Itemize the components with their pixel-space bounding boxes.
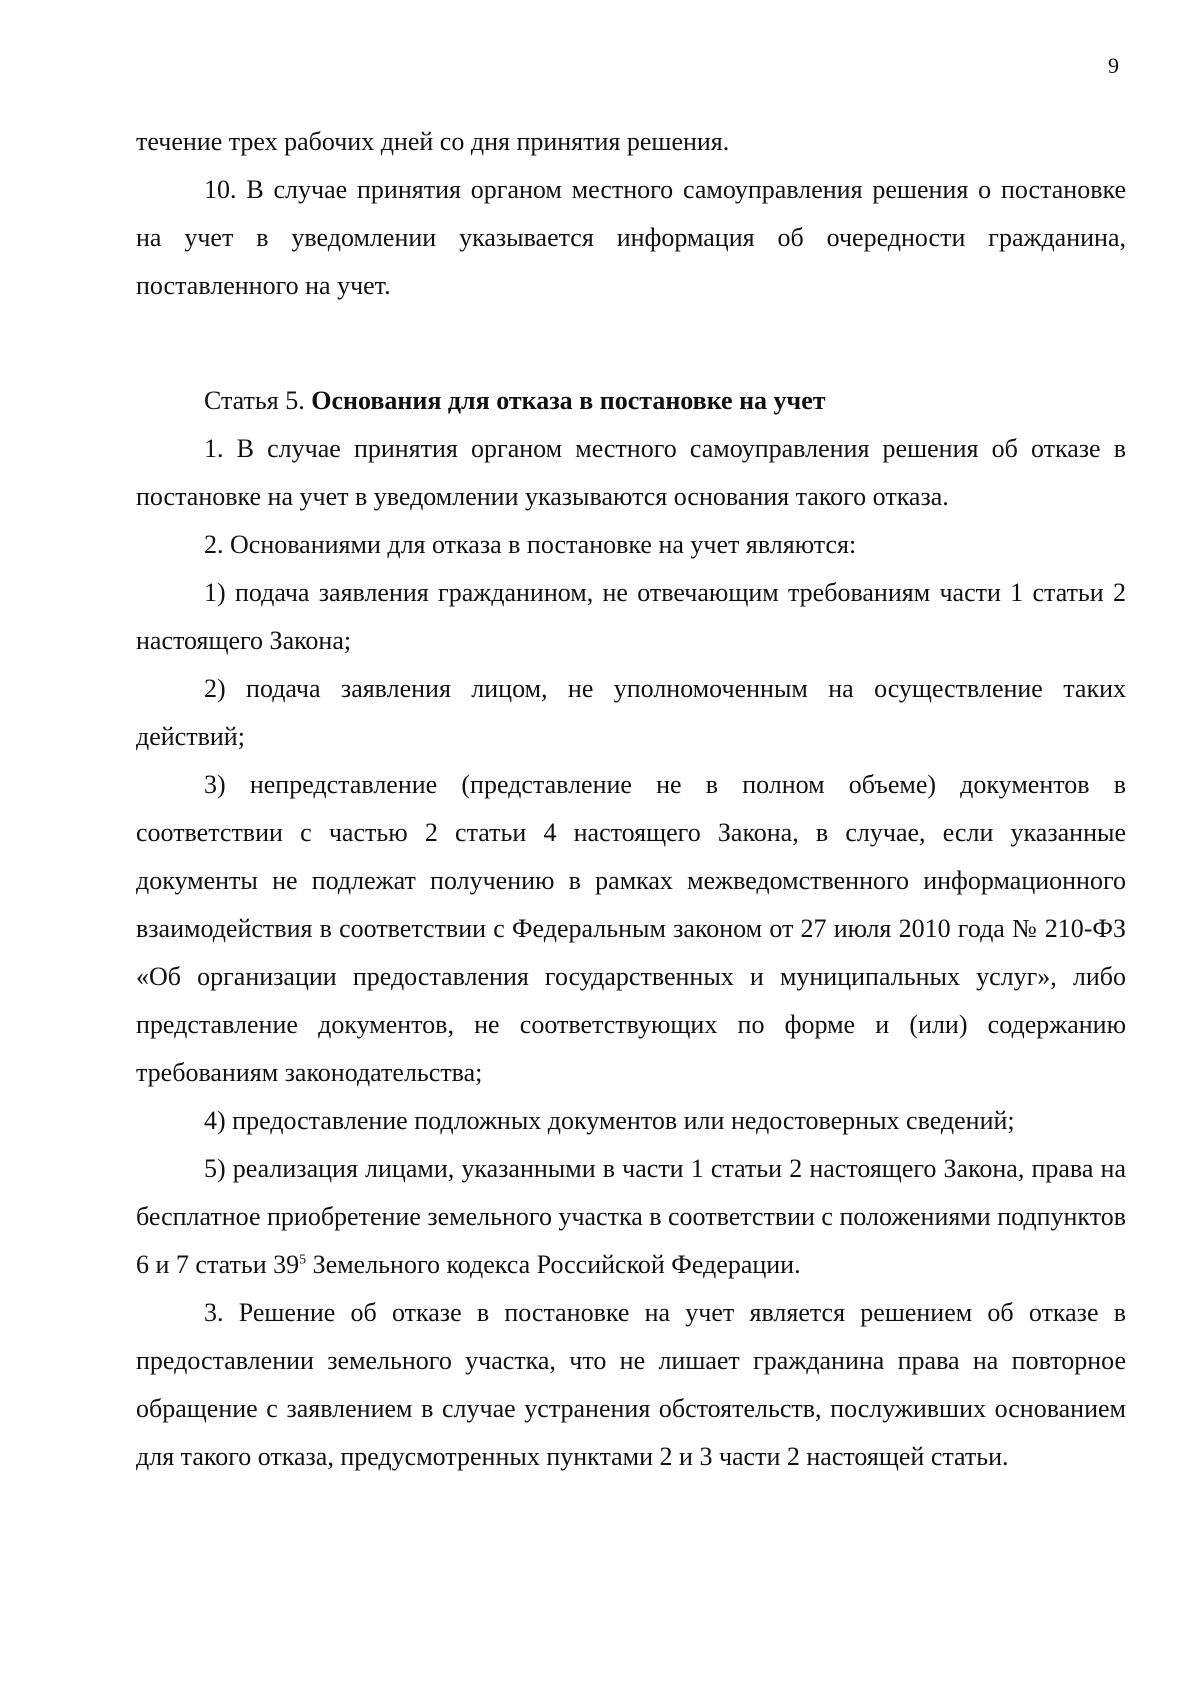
document-body [136,118,1126,1481]
article-heading [136,377,1126,425]
list-item-3: 3) непредставление (представление не в полном объеме) документов в соответствии с частью 2 статьи 4 настоящего Закона, в случае, если указанные документы не подлежат получению в рамках межведомственного информационного взаимодействия в соответствии с Федеральным законом от 27 июля 2010 года № 210-ФЗ «Об организации предоставления государственных и муниципальных услуг», либо представление документов, не соответствующих по форме и (или) содержанию требованиям законодательства; [136,770,1126,1087]
article-title: Основания для отказа в постановке на учет [311,386,826,415]
list-item-4: 4) предоставление подложных документов или недостоверных сведений; [204,1106,1015,1135]
article-superscript: 5 [299,1252,307,1268]
paragraph-continuation: течение трех рабочих дней со дня принятия решения. [136,127,730,156]
page-number: 9 [1108,53,1119,78]
article-number: Статья 5. [204,386,312,415]
list-item-5-text: 5) реализация лицами, указанными в части 1 статьи 2 настоящего Закона, права на бесплатное приобретение земельного участка в соответствии с положениями подпунктов 6 и 7 статьи 39 [136,1154,1126,1279]
list-item-5-text-end: Земельного кодекса Российской Федерации. [306,1250,801,1279]
clause-3: 3. Решение об отказе в постановке на учет является решением об отказе в предоставлении земельного участка, что не лишает гражданина права на повторное обращение с заявлением в случае устранения обстоятельств, послуживших основанием для такого отказа, предусмотренных пунктами 2 и 3 части 2 настоящей статьи. [136,1298,1126,1471]
clause-1: 1. В случае принятия органом местного самоуправления решения об отказе в постановке на учет в уведомлении указываются основания такого отказа. [136,434,1126,511]
paragraph-10: 10. В случае принятия органом местного самоуправления решения о постановке на учет в уведомлении указывается информация об очередности гражданина, поставленного на учет. [136,175,1126,300]
list-item-2: 2) подача заявления лицом, не уполномоченным на осуществление таких действий; [136,674,1126,751]
list-item-5 [136,1145,1126,1289]
clause-2: 2. Основаниями для отказа в постановке на учет являются: [204,530,857,559]
list-item-1: 1) подача заявления гражданином, не отвечающим требованиям части 1 статьи 2 настоящего Закона; [136,578,1126,655]
